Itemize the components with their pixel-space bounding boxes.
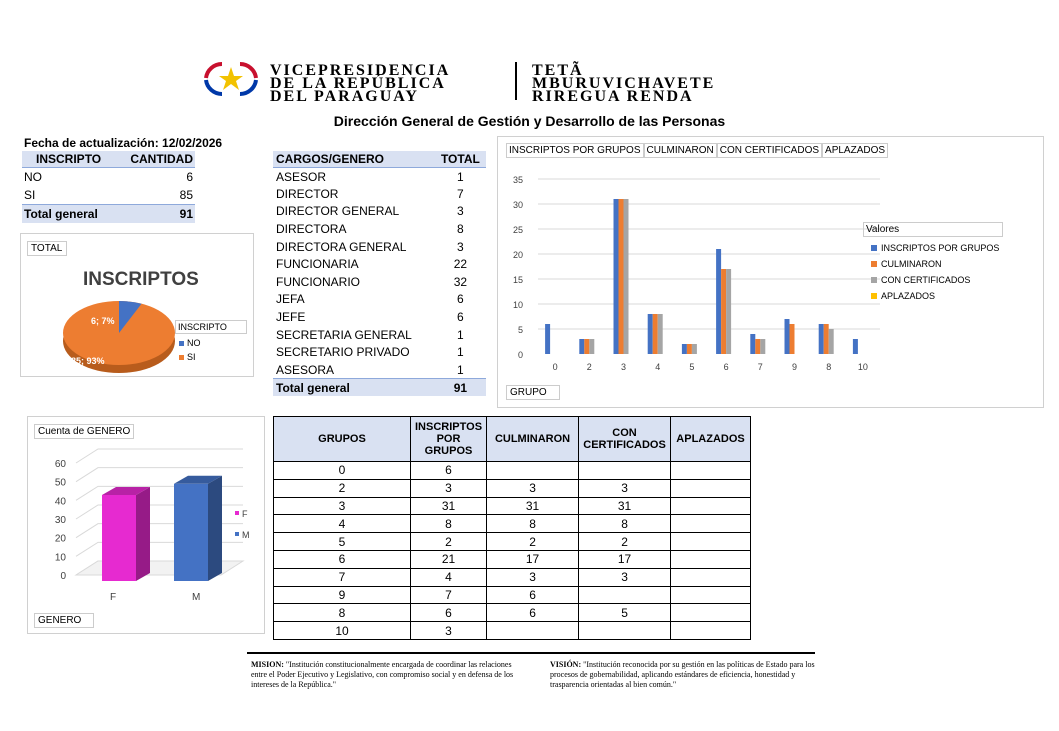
table-cell: 6 [274, 550, 411, 568]
table-row [273, 203, 486, 221]
org-name-guarani: TETÃ MBURUVICHAVETE RIREGUA RENDA [532, 62, 716, 105]
table-cell: 3 [457, 204, 464, 219]
bar-culminaron-3[interactable] [619, 199, 624, 354]
pie-legend[interactable] [175, 320, 247, 366]
table-cell [671, 533, 751, 551]
legend-swatch [871, 261, 877, 267]
column-side [208, 476, 222, 581]
bar-con-certificados-8[interactable] [829, 329, 834, 354]
table-row [274, 462, 751, 480]
legend-label: APLAZADOS [881, 291, 936, 301]
y-tick-label: 10 [54, 552, 66, 564]
column-header-aplazados: APLAZADOS [671, 417, 751, 462]
y-tick-label: 60 [54, 459, 66, 470]
y-tick-label: 15 [512, 275, 523, 285]
table-cell [579, 622, 671, 640]
org-name-spanish: VICEPRESIDENCIA DE LA REPÚBLICA DEL PARAGUAY [270, 62, 451, 105]
bar-inscriptos-por-grupos-8[interactable] [819, 324, 824, 354]
table-total-row [22, 205, 195, 224]
bar-con-certificados-2[interactable] [589, 339, 594, 354]
table-cell: 2 [579, 533, 671, 551]
y-tick-label: 25 [512, 225, 523, 235]
table-cell: 85 [179, 188, 193, 202]
x-tick-label: 0 [552, 362, 558, 372]
table-cell [671, 550, 751, 568]
table-cell: 6 [487, 604, 579, 622]
legend-label: F [242, 509, 248, 519]
legend-label: CON CERTIFICADOS [881, 275, 971, 285]
table-row [273, 361, 486, 379]
field-button-certificados[interactable]: CON CERTIFICADOS [717, 143, 822, 158]
table-cell: 17 [487, 550, 579, 568]
header-divider [515, 62, 517, 100]
x-tick-label: 2 [586, 362, 592, 372]
x-tick-label: 10 [857, 362, 868, 372]
bar-con-certificados-6[interactable] [726, 269, 731, 354]
legend-swatch [871, 293, 877, 299]
legend-label: SI [187, 352, 196, 362]
vice-presidency-logo-icon [202, 60, 260, 96]
table-cell: 4 [411, 568, 487, 586]
table-cell: 17 [579, 550, 671, 568]
table-row [273, 291, 486, 309]
table-cell: 7 [274, 568, 411, 586]
bar-con-certificados-7[interactable] [760, 339, 765, 354]
table-cell: 1 [457, 362, 464, 377]
bar-inscriptos-por-grupos-7[interactable] [750, 334, 755, 354]
y-tick-label: 20 [512, 250, 523, 260]
y-tick-label: 0 [517, 350, 523, 360]
table-row [273, 168, 486, 186]
table-cell: Total general [22, 205, 115, 224]
column-side [136, 487, 150, 581]
legend-swatch [235, 532, 239, 536]
legend-item-si [179, 352, 243, 362]
x-tick-label: M [192, 592, 201, 603]
bar-culminaron-9[interactable] [790, 324, 795, 354]
table-row [274, 497, 751, 515]
column-header-certificados: CON CERTIFICADOS [579, 417, 671, 462]
table-cell: SI [24, 188, 36, 202]
column-m[interactable] [174, 476, 222, 581]
table-cell: 0 [274, 462, 411, 480]
table-cell: 3 [487, 479, 579, 497]
column-header-culminaron: CULMINARON [487, 417, 579, 462]
table-cell [671, 497, 751, 515]
genero-plot [28, 417, 266, 635]
table-cell: 6 [457, 292, 464, 307]
field-button-inscriptos[interactable]: INSCRIPTOS POR GRUPOS [506, 143, 644, 158]
table-header-row [273, 151, 486, 168]
table-cell: 8 [457, 222, 464, 237]
legend-item-no [179, 338, 243, 348]
table-cell: 6 [411, 462, 487, 480]
table-cell: 3 [457, 239, 464, 254]
table-row [274, 604, 751, 622]
column-front [102, 495, 136, 581]
table-cell [671, 462, 751, 480]
footer-divider [247, 652, 815, 654]
table-header-row [274, 417, 751, 462]
table-cell: DIRECTORA [276, 222, 347, 237]
table-cell: 10 [274, 622, 411, 640]
y-tick-label: 50 [54, 477, 66, 489]
table-cell [671, 586, 751, 604]
legend-swatch [179, 341, 184, 346]
genero-axis-field-button[interactable]: GENERO [34, 613, 94, 628]
bar-inscriptos-por-grupos-6[interactable] [716, 249, 721, 354]
table-cell: DIRECTOR GENERAL [276, 204, 400, 219]
x-tick-label: 9 [791, 362, 798, 372]
table-cell: 5 [579, 604, 671, 622]
table-cell: 3 [274, 497, 411, 515]
bar-culminaron-5[interactable] [687, 344, 692, 354]
x-tick-label: 8 [826, 362, 832, 372]
table-cell: ASESOR [276, 169, 327, 184]
table-cell: 32 [453, 274, 468, 289]
institution-header [200, 58, 800, 104]
table-cell: 9 [274, 586, 411, 604]
table-cell [671, 604, 751, 622]
bar-inscriptos-por-grupos-9[interactable] [785, 319, 790, 354]
bar-culminaron-4[interactable] [653, 314, 658, 354]
legend-swatch [235, 511, 239, 515]
legend-swatch [871, 277, 877, 283]
table-cell [671, 515, 751, 533]
x-tick-label: 7 [757, 362, 763, 372]
bar-inscriptos-por-grupos-3[interactable] [614, 199, 619, 354]
table-cell [579, 586, 671, 604]
table-cell: 31 [579, 497, 671, 515]
inscrito-summary-table [22, 151, 195, 223]
x-tick-label: 5 [689, 362, 695, 372]
table-row [274, 568, 751, 586]
legend-label: M [242, 530, 250, 540]
table-cell: FUNCIONARIA [276, 257, 359, 272]
table-cell: 3 [411, 622, 487, 640]
y-tick-label: 30 [54, 515, 66, 526]
bar-inscriptos-por-grupos-4[interactable] [648, 314, 653, 354]
table-cell: SECRETARIA GENERAL [276, 327, 412, 342]
table-cell [671, 479, 751, 497]
pie-label-no: 6; 7% [91, 316, 115, 326]
table-row [273, 220, 486, 238]
table-cell [487, 622, 579, 640]
bar-culminaron-8[interactable] [824, 324, 829, 354]
bar-inscriptos-por-grupos-10[interactable] [853, 339, 858, 354]
table-cell: 3 [411, 479, 487, 497]
bar-inscriptos-por-grupos-0[interactable] [545, 324, 550, 354]
legend-item-certificados [871, 275, 1003, 285]
table-cell [579, 462, 671, 480]
table-cell: 3 [579, 479, 671, 497]
cargos-genero-table [273, 151, 486, 396]
bar-axis-field-button[interactable]: GRUPO [506, 385, 560, 400]
table-cell: 31 [487, 497, 579, 515]
table-cell: DIRECTOR [276, 186, 339, 201]
table-cell: 3 [487, 568, 579, 586]
table-cell: Total general [273, 379, 435, 397]
table-row [274, 586, 751, 604]
table-cell: 6 [186, 170, 193, 184]
table-cell [671, 622, 751, 640]
table-cell: 2 [487, 533, 579, 551]
x-tick-label: 4 [655, 362, 661, 372]
bar-con-certificados-5[interactable] [692, 344, 697, 354]
grupos-bar-chart[interactable] [497, 136, 1044, 408]
bar-culminaron-2[interactable] [584, 339, 589, 354]
table-cell: 6 [487, 586, 579, 604]
x-tick-label: F [110, 592, 117, 603]
table-cell: 8 [411, 515, 487, 533]
table-row [22, 168, 195, 187]
grupos-table [273, 416, 751, 640]
table-cell: JEFA [276, 292, 305, 307]
inscriptos-pie-chart[interactable] [20, 233, 254, 377]
bar-con-certificados-3[interactable] [624, 199, 629, 354]
table-cell: 8 [579, 515, 671, 533]
table-cell: 1 [457, 345, 464, 360]
field-button-aplazados[interactable]: APLAZADOS [822, 143, 888, 158]
table-cell: 91 [115, 205, 195, 224]
legend-item-culminaron [871, 259, 1003, 269]
legend-swatch [179, 355, 184, 360]
table-cell: 7 [411, 586, 487, 604]
table-cell [671, 568, 751, 586]
table-cell: 8 [487, 515, 579, 533]
genero-value-field[interactable]: Cuenta de GENERO [34, 424, 134, 439]
table-cell: FUNCIONARIO [276, 274, 360, 289]
table-total-row [273, 379, 486, 397]
table-row [274, 550, 751, 568]
table-cell: JEFE [276, 310, 306, 325]
y-tick-label: 35 [512, 175, 523, 185]
table-row [274, 515, 751, 533]
bar-inscriptos-por-grupos-2[interactable] [579, 339, 584, 354]
legend-swatch [871, 245, 877, 251]
table-header-row [22, 151, 195, 168]
column-front [174, 484, 208, 581]
table-cell [487, 462, 579, 480]
x-tick-label: 3 [620, 362, 627, 372]
table-cell: 2 [411, 533, 487, 551]
table-cell: 2 [274, 479, 411, 497]
legend-label: NO [187, 338, 201, 348]
table-cell: 1 [457, 327, 464, 342]
column-f[interactable] [102, 487, 150, 581]
table-cell: SECRETARIO PRIVADO [276, 345, 410, 360]
table-row [273, 308, 486, 326]
genero-column-chart[interactable] [27, 416, 265, 634]
legend-item-inscriptos [871, 243, 1003, 253]
table-cell: 22 [453, 257, 468, 272]
table-row [274, 479, 751, 497]
y-tick-label: 0 [60, 571, 66, 582]
y-tick-label: 10 [512, 300, 523, 310]
bar-culminaron-7[interactable] [755, 339, 760, 354]
update-date: Fecha de actualización: 12/02/2026 [24, 136, 223, 150]
bar-legend[interactable] [863, 222, 1003, 307]
table-cell: 6 [411, 604, 487, 622]
vision-statement: VISIÓN: "Institución reconocida por su gestión en las políticas de Estado para los procesos de gobernabilidad, aplicando estándares de eficiencia, honestidad y trasparencia orientadas al bien común." [550, 660, 815, 689]
bar-con-certificados-4[interactable] [658, 314, 663, 354]
page-title: Dirección General de Gestión y Desarrollo de las Personas [333, 113, 726, 129]
legend-label: INSCRIPTOS POR GRUPOS [881, 243, 1000, 253]
table-cell: 4 [274, 515, 411, 533]
gridline [76, 449, 243, 463]
table-cell: 5 [274, 533, 411, 551]
legend-item-aplazados [871, 291, 1003, 301]
table-row [274, 533, 751, 551]
table-row [273, 273, 486, 291]
table-cell: 91 [435, 379, 486, 397]
table-cell: NO [24, 170, 42, 184]
column-header-grupos: GRUPOS [274, 417, 411, 462]
field-button-culminaron[interactable]: CULMINARON [644, 143, 717, 158]
y-tick-label: 40 [54, 496, 66, 508]
table-cell: 3 [579, 568, 671, 586]
table-row [22, 186, 195, 205]
table-row [273, 238, 486, 256]
table-cell: 8 [274, 604, 411, 622]
table-cell: 6 [457, 310, 464, 325]
column-header-inscriptos: INSCRIPTOS POR GRUPOS [411, 417, 487, 462]
table-row [273, 185, 486, 203]
pie-title: INSCRIPTOS [83, 269, 199, 290]
legend-label: CULMINARON [881, 259, 942, 269]
bar-inscriptos-por-grupos-5[interactable] [682, 344, 687, 354]
column-header: INSCRIPTO [22, 151, 115, 168]
column-header: CANTIDAD [115, 151, 195, 168]
table-row [273, 255, 486, 273]
table-row [274, 622, 751, 640]
column-header: TOTAL [435, 151, 486, 168]
table-row [273, 326, 486, 344]
table-cell: 7 [457, 186, 464, 201]
y-tick-label: 20 [54, 533, 66, 545]
column-header: CARGOS/GENERO [273, 151, 435, 168]
mision-statement: MISION: "Institución constitucionalmente encargada de coordinar las relaciones entre el Poder Ejecutivo y Legislativo, con compromiso social y en defensa de los intereses de la República." [251, 660, 514, 689]
table-cell: ASESORA [276, 362, 335, 377]
table-row [273, 343, 486, 361]
table-cell: 21 [411, 550, 487, 568]
bar-legend-field[interactable]: Valores [863, 222, 1003, 237]
pie-label-si: 85; 93% [71, 356, 105, 366]
table-cell: 1 [457, 169, 464, 184]
x-tick-label: 6 [723, 362, 729, 372]
pie-legend-field[interactable]: INSCRIPTO [175, 320, 247, 334]
table-cell: 31 [411, 497, 487, 515]
y-tick-label: 30 [512, 200, 523, 210]
y-tick-label: 5 [517, 325, 523, 335]
table-cell: DIRECTORA GENERAL [276, 239, 407, 254]
bar-culminaron-6[interactable] [721, 269, 726, 354]
pie-field-button[interactable]: TOTAL [27, 241, 67, 256]
